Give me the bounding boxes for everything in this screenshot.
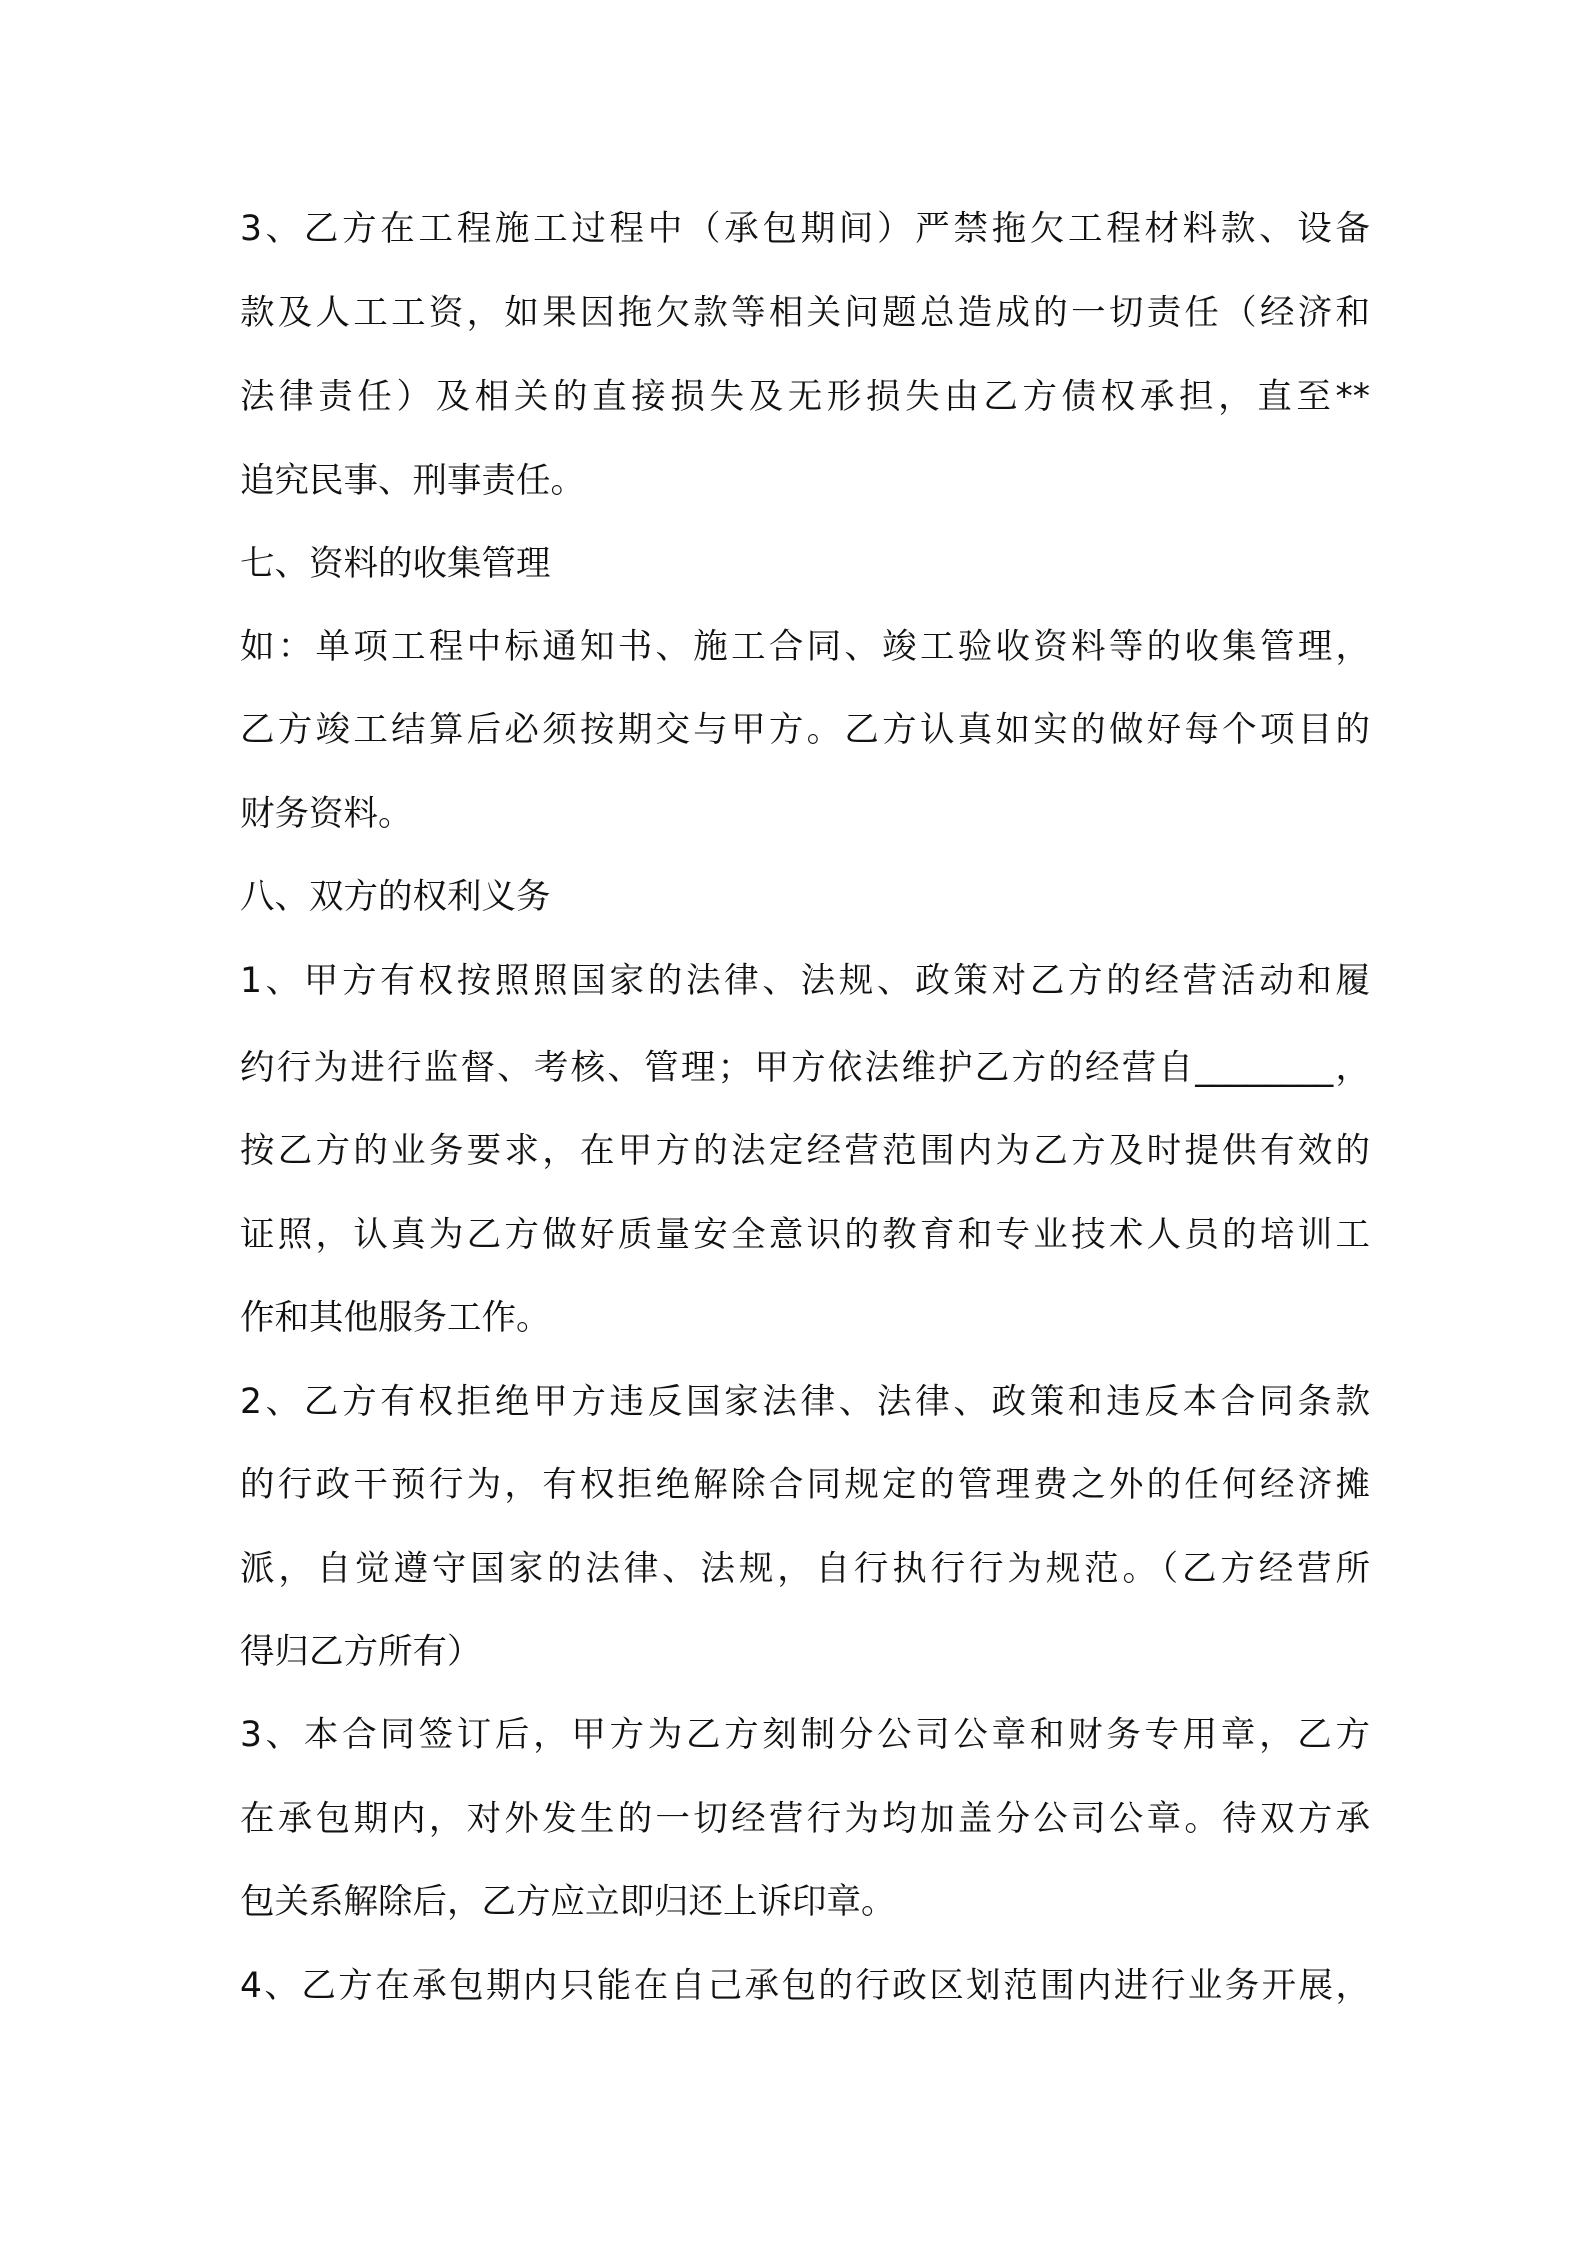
paragraph-line: 在承包期内，对外发生的一切经营行为均加盖分公司公章。待双方承 — [240, 1799, 1370, 1839]
paragraph-line: 财务资料。 — [240, 794, 413, 834]
paragraph-line: 追究民事、刑事责任。 — [240, 461, 585, 501]
paragraph-line: 得归乙方所有） — [240, 1632, 482, 1672]
paragraph-line: 款及人工工资，如果因拖欠款等相关问题总造成的一切责任（经济和 — [240, 293, 1370, 333]
paragraph-line: 2、乙方有权拒绝甲方违反国家法律、法律、政策和违反本合同条款 — [240, 1382, 1370, 1422]
section-heading: 七、资料的收集管理 — [240, 544, 551, 584]
paragraph-line: 作和其他服务工作。 — [240, 1298, 551, 1338]
paragraph-line: 1、甲方有权按照照国家的法律、法规、政策对乙方的经营活动和履 — [240, 961, 1370, 1001]
paragraph-line: 约行为进行监督、考核、管理；甲方依法维护乙方的经营自________， — [240, 1048, 1370, 1088]
section-heading: 八、双方的权利义务 — [240, 877, 551, 917]
paragraph-line: 派，自觉遵守国家的法律、法规，自行执行行为规范。（乙方经营所 — [240, 1549, 1370, 1589]
paragraph-line: 如：单项工程中标通知书、施工合同、竣工验收资料等的收集管理， — [240, 627, 1370, 667]
paragraph-line: 包关系解除后，乙方应立即归还上诉印章。 — [240, 1882, 896, 1922]
paragraph-line: 法律责任）及相关的直接损失及无形损失由乙方债权承担，直至** — [240, 377, 1370, 417]
paragraph-line: 3、乙方在工程施工过程中（承包期间）严禁拖欠工程材料款、设备 — [240, 209, 1370, 249]
paragraph-line: 4、乙方在承包期内只能在自己承包的行政区划范围内进行业务开展， — [240, 1966, 1370, 2006]
paragraph-line: 证照，认真为乙方做好质量安全意识的教育和专业技术人员的培训工 — [240, 1215, 1370, 1255]
paragraph-line: 乙方竣工结算后必须按期交与甲方。乙方认真如实的做好每个项目的 — [240, 710, 1370, 750]
paragraph-line: 3、本合同签订后，甲方为乙方刻制分公司公章和财务专用章，乙方 — [240, 1715, 1370, 1755]
paragraph-line: 的行政干预行为，有权拒绝解除合同规定的管理费之外的任何经济摊 — [240, 1465, 1370, 1505]
paragraph-line: 按乙方的业务要求，在甲方的法定经营范围内为乙方及时提供有效的 — [240, 1131, 1370, 1171]
